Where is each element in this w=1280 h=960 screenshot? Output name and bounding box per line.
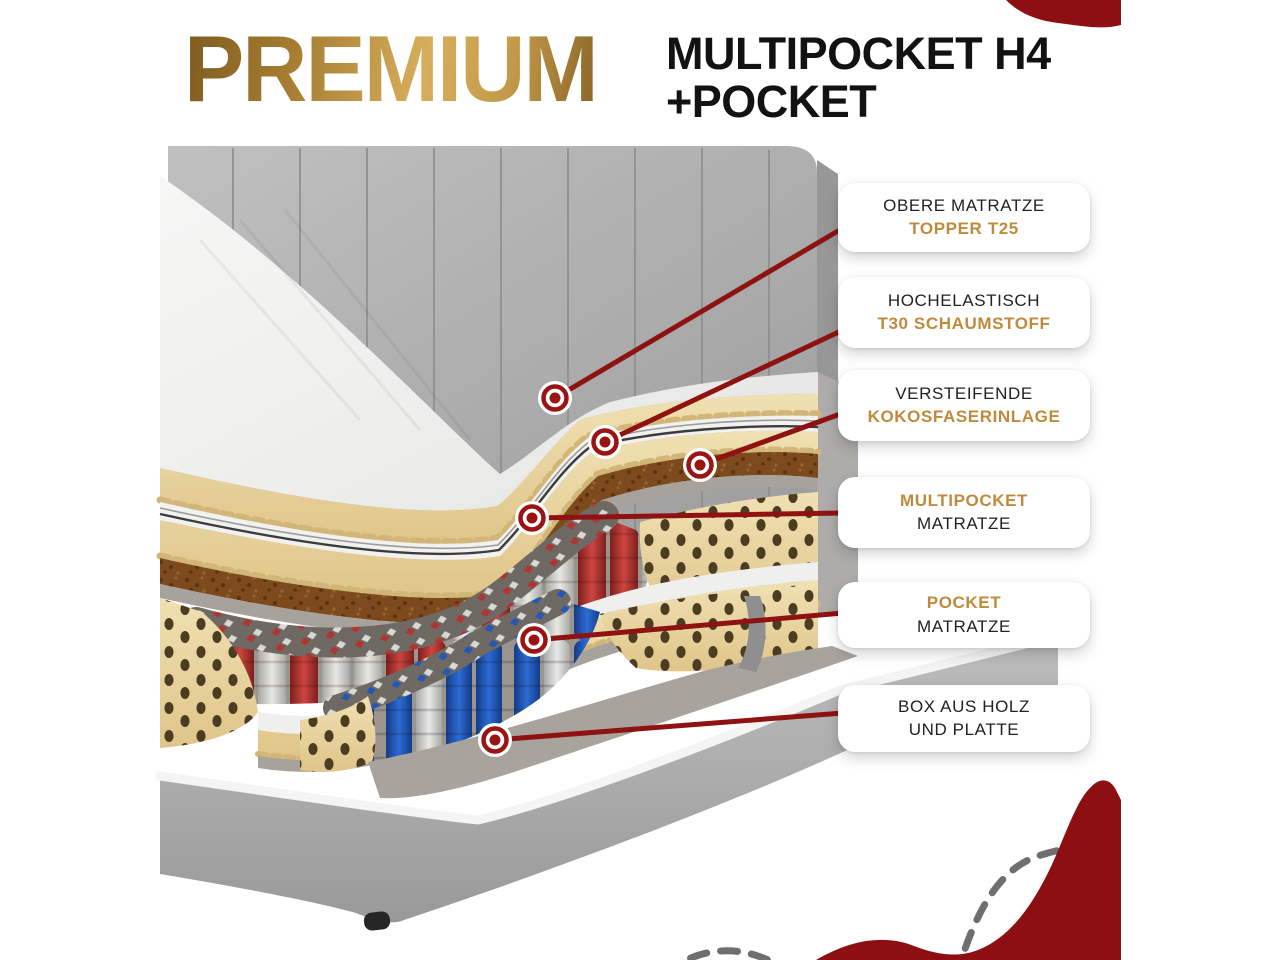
marker-box xyxy=(478,723,512,757)
callout-line2: UND PLATTE xyxy=(908,720,1020,739)
callout-line2: TOPPER T25 xyxy=(909,219,1019,238)
callout-line1: POCKET xyxy=(926,593,1002,613)
callout-obere-matratze xyxy=(838,183,1090,252)
callout-kokosfasereinlage xyxy=(838,370,1090,441)
callout-line1: MULTIPOCKET xyxy=(899,490,1029,510)
callout-multipocket-matratze xyxy=(838,477,1090,548)
callout-hochelastisch xyxy=(838,277,1090,348)
title-product xyxy=(666,30,1051,125)
callout-line1: OBERE MATRATZE xyxy=(883,195,1045,215)
callout-line2: MATRATZE xyxy=(917,514,1011,533)
callout-line2: T30 SCHAUMSTOFF xyxy=(877,314,1051,333)
callout-line1: BOX AUS HOLZ xyxy=(898,696,1030,716)
title-premium: PREMIUM xyxy=(184,16,597,121)
title-product-line2: +POCKET xyxy=(666,75,877,127)
callout-line2: MATRATZE xyxy=(917,616,1011,636)
marker-coco xyxy=(683,448,717,482)
dashed-curve xyxy=(664,951,792,960)
callout-pocket-matratze xyxy=(838,582,1090,648)
marker-pocket xyxy=(517,623,551,657)
top-right-blob xyxy=(1006,0,1121,27)
callout-box-aus-holz xyxy=(838,685,1090,752)
title-product-line1: MULTIPOCKET H4 xyxy=(666,28,1051,79)
callout-line1: VERSTEIFENDE xyxy=(895,383,1033,403)
callout-line1: HOCHELASTISCH xyxy=(887,290,1041,310)
marker-t30 xyxy=(588,425,622,459)
marker-topper xyxy=(538,381,572,415)
marker-multipocket xyxy=(515,501,549,535)
callout-line2: KOKOSFASERINLAGE xyxy=(867,407,1061,426)
